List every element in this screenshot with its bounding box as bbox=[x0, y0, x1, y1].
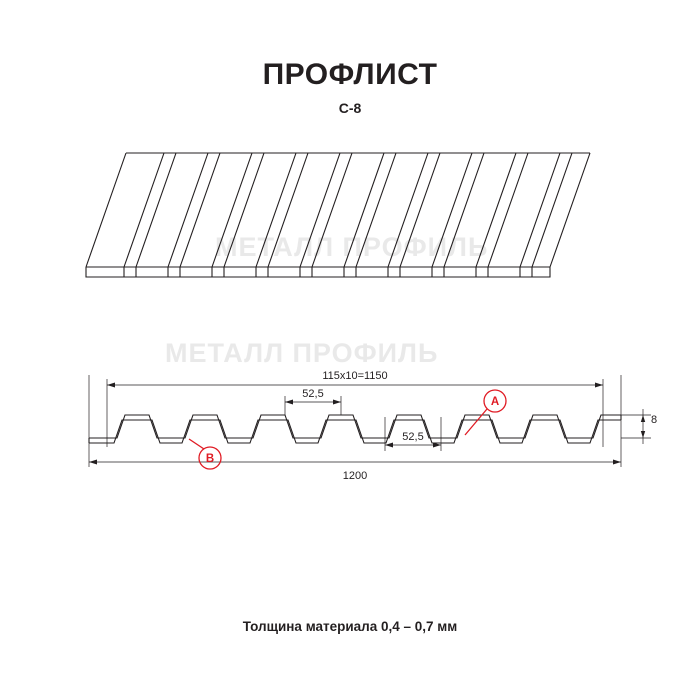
dimension-overall-width: 1200 bbox=[342, 470, 368, 482]
callout-a-label: A bbox=[490, 396, 500, 408]
material-thickness-note: Толщина материала 0,4 – 0,7 мм bbox=[242, 619, 458, 634]
dimension-profile-height: 8 bbox=[651, 414, 658, 426]
watermark-text-1: МЕТАЛЛ ПРОФИЛЬ bbox=[215, 232, 489, 262]
cross-section-profile-view bbox=[55, 355, 658, 490]
watermark-text-2: МЕТАЛЛ ПРОФИЛЬ bbox=[165, 338, 439, 368]
isometric-sheet-view bbox=[60, 140, 640, 310]
dimension-pitch-bottom: 52,5 bbox=[402, 431, 424, 443]
callout-b-label: B bbox=[205, 453, 215, 465]
callout-a bbox=[465, 390, 506, 435]
callout-b bbox=[189, 439, 221, 469]
model-label: C-8 bbox=[338, 100, 362, 116]
dimension-useful-width: 115х10=1150 bbox=[322, 370, 388, 382]
dimension-pitch-top: 52,5 bbox=[302, 388, 324, 400]
page-title: ПРОФЛИСТ bbox=[262, 58, 438, 91]
